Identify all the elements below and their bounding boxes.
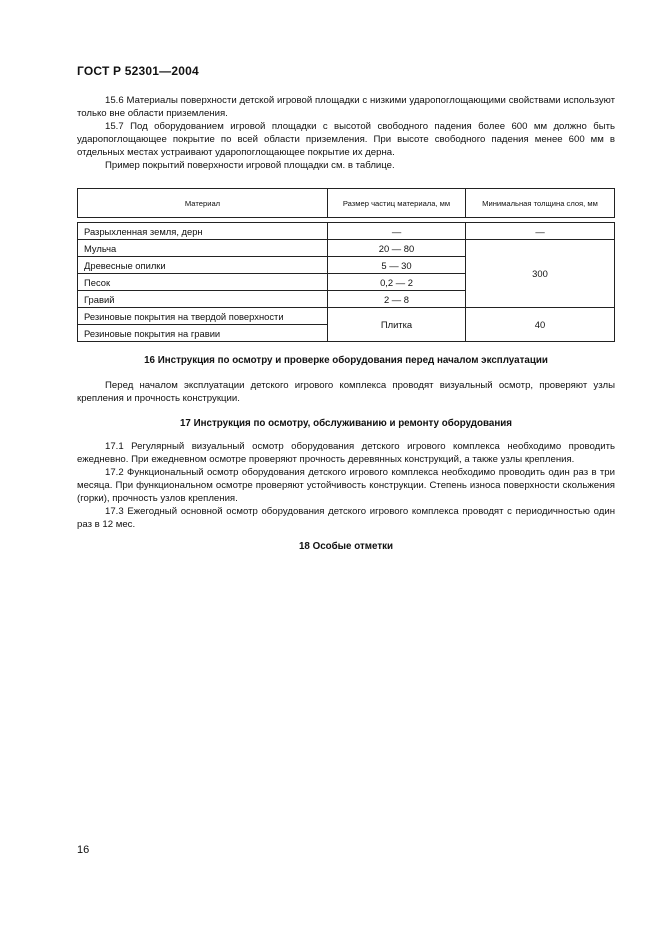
- column-header-particle-size: Размер частиц материала, мм: [328, 189, 466, 218]
- clause-15-7: 15.7 Под оборудованием игровой площадки с высотой свободного падения более 600 мм должно быть ударопоглощающее покрытие по всей области приземления. При высоте свободного падения менее 600 мм в отдельных местах устраивают ударопоглощающее покрытие их дерна.: [77, 121, 615, 158]
- section-16-text: [77, 379, 615, 405]
- column-header-material: Материал: [78, 189, 328, 218]
- particle-size-cell: 0,2 — 2: [328, 274, 466, 291]
- material-cell: Песок: [78, 274, 328, 291]
- section-16-paragraph: Перед началом эксплуатации детского игрового комплекса проводят визуальный осмотр, проверяют узлы крепления и прочность конструкции.: [77, 380, 615, 404]
- material-cell: Древесные опилки: [78, 257, 328, 274]
- section-17-title: 17 Инструкция по осмотру, обслуживанию и ремонту оборудования: [179, 418, 513, 429]
- page-number: 16: [77, 844, 90, 856]
- thickness-cell: 40: [466, 308, 615, 342]
- particle-size-cell: 5 — 30: [328, 257, 466, 274]
- section-17-text: [77, 440, 615, 531]
- section-16-title: 16 Инструкция по осмотру и проверке оборудования перед началом эксплуатации: [144, 355, 548, 366]
- clause-17-1: 17.1 Регулярный визуальный осмотр оборудования детского игрового комплекса необходимо проводить ежедневно. При ежедневном осмотре проверяют прочность деревянных конструкций, а также узлы крепления.: [77, 441, 615, 465]
- thickness-cell: 300: [466, 240, 615, 308]
- thickness-cell: —: [466, 223, 615, 240]
- material-cell: Резиновые покрытия на твердой поверхности: [78, 308, 328, 325]
- clause-17-3: 17.3 Ежегодный основной осмотр оборудования детского игрового комплекса проводят с периодичностью один раз в 12 мес.: [77, 506, 615, 530]
- material-cell: Разрыхленная земля, дерн: [78, 223, 328, 240]
- surface-materials-table: [77, 188, 615, 342]
- intro-text: [77, 94, 615, 172]
- table-row: [78, 223, 615, 240]
- table-header-row: [78, 189, 615, 218]
- particle-size-cell: Плитка: [328, 308, 466, 342]
- material-cell: Гравий: [78, 291, 328, 308]
- section-18-title: 18 Особые отметки: [298, 541, 394, 552]
- document-header: ГОСТ Р 52301—2004: [77, 64, 199, 78]
- table-row: [78, 240, 615, 257]
- material-cell: Мульча: [78, 240, 328, 257]
- particle-size-cell: —: [328, 223, 466, 240]
- table-reference: Пример покрытий поверхности игровой площадки см. в таблице.: [105, 160, 395, 171]
- particle-size-cell: 20 — 80: [328, 240, 466, 257]
- clause-17-2: 17.2 Функциональный осмотр оборудования детского игрового комплекса необходимо проводить один раз в три месяца. При функциональном осмотре проверяют устойчивость конструкции. Степень износа поверхности скольжения (горки), прочность узлов крепления.: [77, 467, 615, 504]
- material-cell: Резиновые покрытия на гравии: [78, 325, 328, 342]
- column-header-min-thickness: Минимальная толщина слоя, мм: [466, 189, 615, 218]
- clause-15-6: 15.6 Материалы поверхности детской игровой площадки с низкими ударопоглощающими свойствами используют только вне области приземления.: [77, 95, 615, 119]
- particle-size-cell: 2 — 8: [328, 291, 466, 308]
- table-row: [78, 308, 615, 325]
